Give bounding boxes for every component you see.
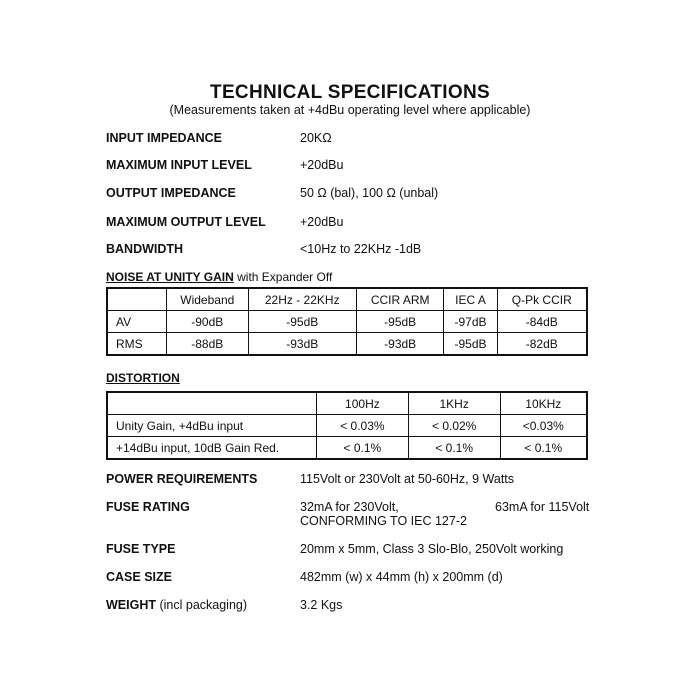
distortion-cell: < 0.1% — [408, 437, 500, 460]
noise-cell: -90dB — [167, 311, 249, 333]
spec-value-fuse-rating-230: 32mA for 230Volt, — [300, 500, 399, 514]
spec-label-weight — [106, 598, 247, 612]
spec-label-output-impedance: OUTPUT IMPEDANCE — [106, 186, 236, 200]
spec-label-case-size: CASE SIZE — [106, 570, 172, 584]
spec-value-bandwidth: <10Hz to 22KHz -1dB — [300, 242, 422, 256]
distortion-cell: < 0.03% — [317, 415, 409, 437]
noise-table — [106, 287, 588, 356]
spec-label-power: POWER REQUIREMENTS — [106, 472, 258, 486]
noise-cell: -97dB — [444, 311, 497, 333]
noise-heading — [106, 270, 332, 284]
spec-value-weight: 3.2 Kgs — [300, 598, 343, 612]
spec-label-fuse-rating: FUSE RATING — [106, 500, 190, 514]
noise-col-header: 22Hz - 22KHz — [248, 288, 356, 311]
noise-cell: -82dB — [497, 333, 587, 356]
spec-value-fuse-type: 20mm x 5mm, Class 3 Slo-Blo, 250Volt working — [300, 542, 564, 556]
noise-heading-suffix: with Expander Off — [233, 270, 333, 284]
distortion-heading: DISTORTION — [106, 371, 180, 385]
noise-cell: -95dB — [444, 333, 497, 356]
distortion-cell: < 0.1% — [500, 437, 587, 460]
spec-label-max-input-level: MAXIMUM INPUT LEVEL — [106, 158, 252, 172]
distortion-row-label: +14dBu input, 10dB Gain Red. — [107, 437, 317, 460]
page-title: TECHNICAL SPECIFICATIONS — [210, 82, 490, 103]
noise-header-corner — [107, 288, 167, 311]
noise-row-label: AV — [107, 311, 167, 333]
noise-cell: -95dB — [356, 311, 444, 333]
weight-label-suffix: (incl packaging) — [156, 598, 248, 612]
noise-col-header: Q-Pk CCIR — [497, 288, 587, 311]
distortion-header-row — [107, 392, 587, 415]
distortion-col-header: 100Hz — [317, 392, 409, 415]
distortion-row-label: Unity Gain, +4dBu input — [107, 415, 317, 437]
noise-cell: -93dB — [356, 333, 444, 356]
noise-cell: -88dB — [167, 333, 249, 356]
noise-cell: -84dB — [497, 311, 587, 333]
spec-value-case-size: 482mm (w) x 44mm (h) x 200mm (d) — [300, 570, 503, 584]
spec-label-max-output-level: MAXIMUM OUTPUT LEVEL — [106, 215, 266, 229]
spec-value-fuse-rating-iec: CONFORMING TO IEC 127-2 — [300, 514, 467, 528]
noise-row-label: RMS — [107, 333, 167, 356]
spec-label-fuse-type: FUSE TYPE — [106, 542, 176, 556]
noise-col-header: CCIR ARM — [356, 288, 444, 311]
distortion-header-corner — [107, 392, 317, 415]
page-subtitle: (Measurements taken at +4dBu operating level where applicable) — [169, 103, 531, 117]
table-row — [107, 311, 587, 333]
spec-label-input-impedance: INPUT IMPEDANCE — [106, 131, 222, 145]
weight-label-main: WEIGHT — [106, 598, 156, 612]
spec-value-fuse-rating-115: 63mA for 115Volt — [495, 500, 590, 514]
spec-label-bandwidth: BANDWIDTH — [106, 242, 184, 256]
distortion-col-header: 10KHz — [500, 392, 587, 415]
spec-value-max-output-level: +20dBu — [300, 215, 344, 229]
table-row — [107, 437, 587, 460]
distortion-cell: <0.03% — [500, 415, 587, 437]
distortion-cell: < 0.02% — [408, 415, 500, 437]
noise-header-row — [107, 288, 587, 311]
noise-col-header: IEC A — [444, 288, 497, 311]
noise-cell: -93dB — [248, 333, 356, 356]
noise-cell: -95dB — [248, 311, 356, 333]
noise-col-header: Wideband — [167, 288, 249, 311]
spec-value-output-impedance: 50 Ω (bal), 100 Ω (unbal) — [300, 186, 439, 200]
distortion-table — [106, 391, 588, 460]
table-row — [107, 415, 587, 437]
spec-value-input-impedance: 20KΩ — [300, 131, 332, 145]
spec-value-power: 115Volt or 230Volt at 50-60Hz, 9 Watts — [300, 472, 515, 486]
distortion-col-header: 1KHz — [408, 392, 500, 415]
spec-value-max-input-level: +20dBu — [300, 158, 344, 172]
distortion-cell: < 0.1% — [317, 437, 409, 460]
noise-heading-main: NOISE AT UNITY GAIN — [106, 270, 234, 284]
table-row — [107, 333, 587, 356]
